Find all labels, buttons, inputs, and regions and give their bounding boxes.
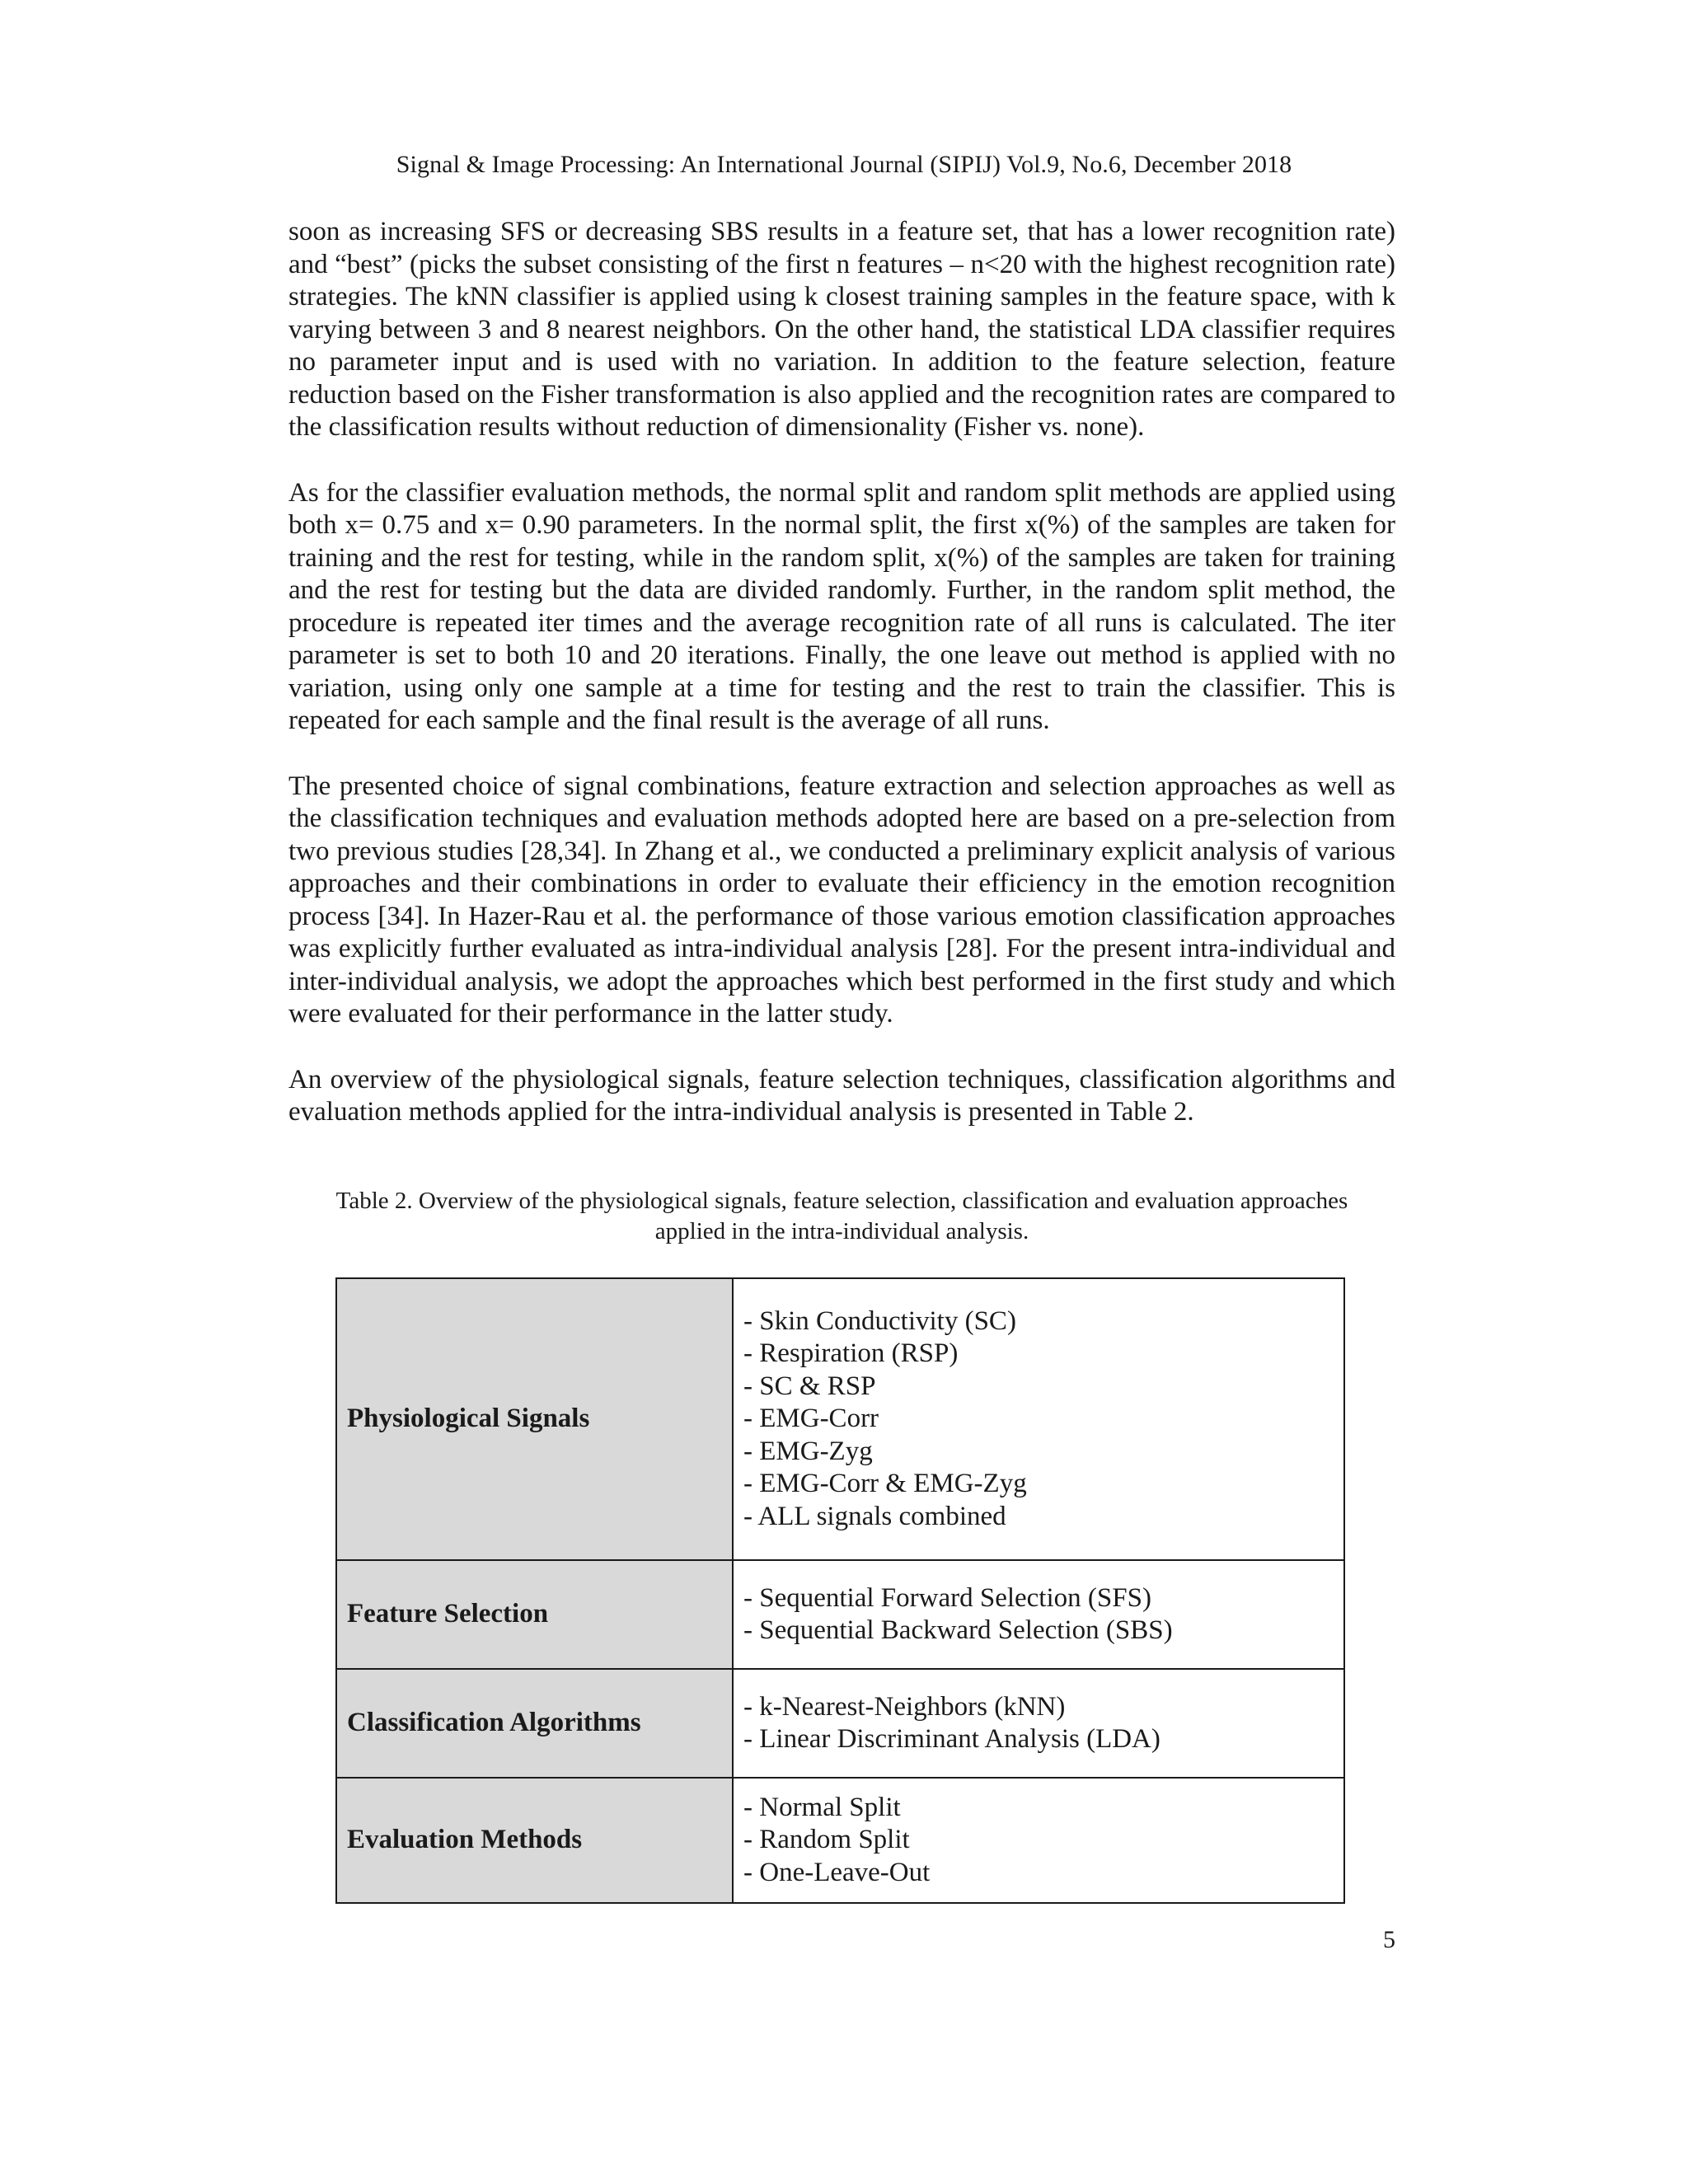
list-item: - EMG-Zyg — [743, 1436, 873, 1466]
table-row-evaluation-methods — [336, 1778, 1344, 1903]
list-item: - Respiration (RSP) — [743, 1338, 959, 1369]
row-items — [733, 1278, 1344, 1560]
row-label: Classification Algorithms — [336, 1669, 733, 1778]
paragraph-approach-choice: The presented choice of signal combinations, feature extraction and selection approaches as well as the classification techniques and evaluation methods adopted here are based on a pre-selection from two previous studies [28,34]. In Zhang et al., we conducted a preliminary explicit analysis of various approaches and their combinations in order to evaluate their efficiency in the emotion recognition process [34]. In Hazer-Rau et al. the performance of those various emotion classification approaches was explicitly further evaluated as intra-individual analysis [28]. For the present intra-individual and inter-individual analysis, we adopt the approaches which best performed in the first study and which were evaluated for their performance in the latter study. — [288, 771, 1395, 1029]
page-number: 5 — [1383, 1926, 1395, 1953]
row-label: Feature Selection — [336, 1560, 733, 1669]
table-row-feature-selection — [336, 1560, 1344, 1669]
list-item: - Sequential Forward Selection (SFS) — [743, 1582, 1151, 1613]
row-items — [733, 1560, 1344, 1669]
list-item: - EMG-Corr — [743, 1404, 879, 1434]
table-caption-line-2: applied in the intra-individual analysis. — [654, 1218, 1029, 1244]
running-header: Signal & Image Processing: An International Journal (SIPIJ) Vol.9, No.6, December 2018 — [396, 151, 1292, 178]
row-items — [733, 1669, 1344, 1778]
body-text — [288, 216, 1395, 1162]
item-list — [743, 1792, 1334, 1890]
list-item: - EMG-Corr & EMG-Zyg — [743, 1469, 1027, 1499]
list-item: - Normal Split — [743, 1792, 901, 1822]
table-caption-line-1: Table 2. Overview of the physiological signals, feature selection, classification and evaluation approaches — [335, 1188, 1348, 1214]
item-list — [743, 1691, 1334, 1756]
item-list — [743, 1305, 1334, 1534]
list-item: - One-Leave-Out — [743, 1857, 931, 1887]
list-item: - Linear Discriminant Analysis (LDA) — [743, 1724, 1160, 1754]
list-item: - k-Nearest-Neighbors (kNN) — [743, 1691, 1066, 1722]
overview-table — [335, 1277, 1345, 1904]
paragraph-feature-selection: soon as increasing SFS or decreasing SBS results in a feature set, that has a lower recognition rate) and “best” (picks the subset consisting of the first n features – n<20 with the highest recognition rate) strategies. The kNN classifier is applied using k closest training samples in the feature space, with k varying between 3 and 8 nearest neighbors. On the other hand, the statistical LDA classifier requires no parameter input and is used with no variation. In addition to the feature selection, feature reduction based on the Fisher transformation is also applied and the recognition rates are compared to the classification results without reduction of dimensionality (Fisher vs. none). — [288, 217, 1395, 442]
list-item: - ALL signals combined — [743, 1501, 1006, 1531]
row-items — [733, 1778, 1344, 1903]
row-label: Physiological Signals — [336, 1278, 733, 1560]
item-list — [743, 1582, 1334, 1647]
list-item: - Random Split — [743, 1825, 910, 1855]
list-item: - Skin Conductivity (SC) — [743, 1305, 1016, 1336]
list-item: - Sequential Backward Selection (SBS) — [743, 1615, 1173, 1645]
table-row-classification-algorithms — [336, 1669, 1344, 1778]
paragraph-table-overview: An overview of the physiological signals, feature selection techniques, classification algorithms and evaluation methods applied for the intra-individual analysis is presented in Table 2. — [288, 1064, 1395, 1127]
paragraph-evaluation-methods: As for the classifier evaluation methods, the normal split and random split methods are applied using both x= 0.75 and x= 0.90 parameters. In the normal split, the first x(%) of the samples are taken for training and the rest for testing, while in the random split, x(%) of the samples are taken for training and the rest for testing but the data are divided randomly. Further, in the random split method, the procedure is repeated iter times and the average recognition rate of all runs is calculated. The iter parameter is set to both 10 and 20 iterations. Finally, the one leave out method is applied with no variation, using only one sample at a time for testing and the rest to train the classifier. This is repeated for each sample and the final result is the average of all runs. — [288, 477, 1395, 735]
table-row-physiological-signals — [336, 1278, 1344, 1560]
table-caption — [288, 1186, 1395, 1247]
row-label: Evaluation Methods — [336, 1778, 733, 1903]
list-item: - SC & RSP — [743, 1371, 876, 1401]
